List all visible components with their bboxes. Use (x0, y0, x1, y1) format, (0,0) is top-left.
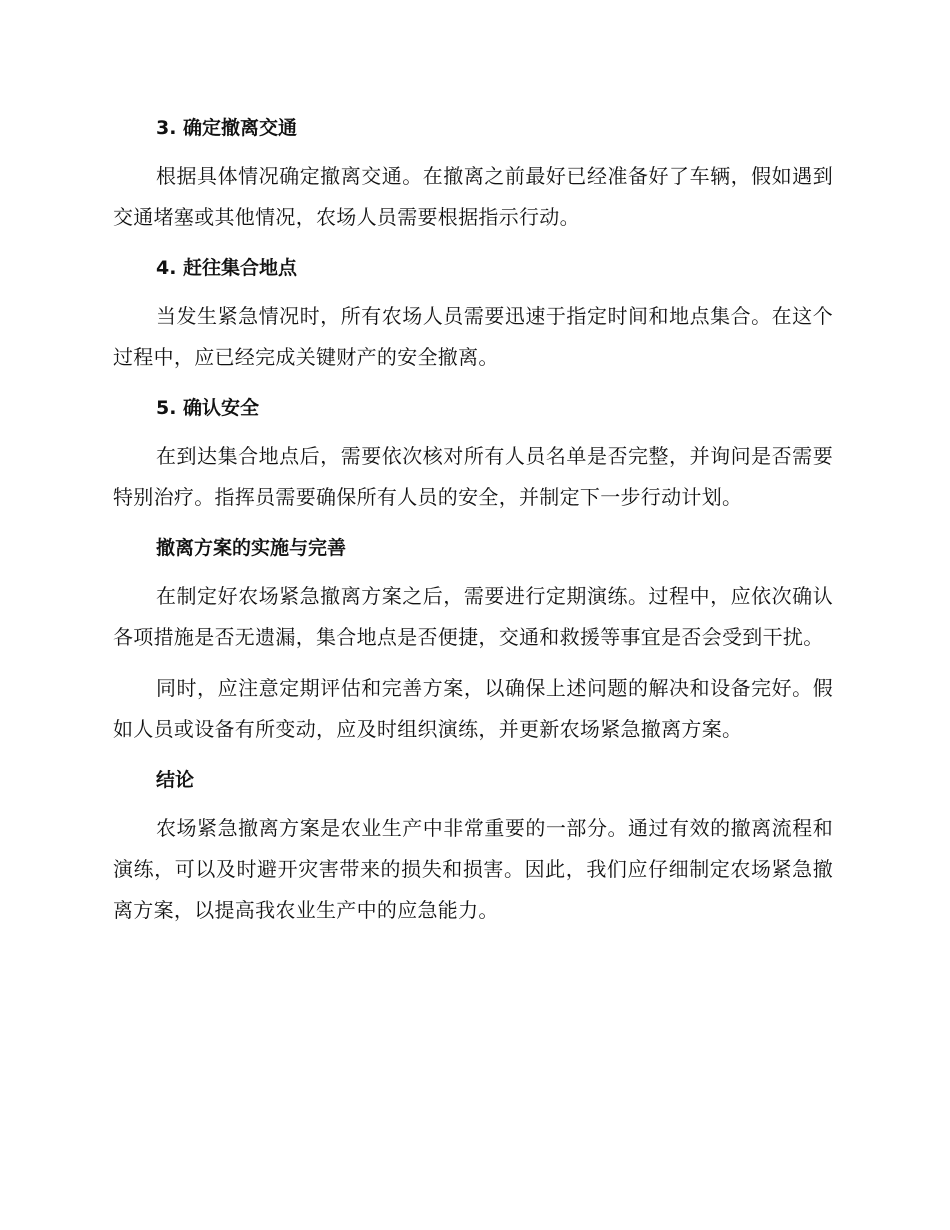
paragraph-evacuation-transport: 根据具体情况确定撤离交通。在撤离之前最好已经准备好了车辆，假如遇到交通堵塞或其他情况，农场人员需要根据指示行动。 (113, 164, 833, 229)
section-heading-assembly-point: 4. 赶往集合地点 (156, 257, 298, 279)
paragraph-confirm-safety: 在到达集合地点后，需要依次核对所有人员名单是否完整，并询问是否需要特别治疗。指挥员需要确保所有人员的安全，并制定下一步行动计划。 (113, 444, 833, 509)
section-heading-conclusion: 结论 (156, 769, 195, 791)
paragraph-assembly-point: 当发生紧急情况时，所有农场人员需要迅速于指定时间和地点集合。在这个过程中，应已经完成关键财产的安全撤离。 (113, 304, 833, 369)
section-heading-implementation: 撤离方案的实施与完善 (156, 537, 347, 559)
paragraph-implementation-drills: 在制定好农场紧急撤离方案之后，需要进行定期演练。过程中，应依次确认各项措施是否无遗漏，集合地点是否便捷，交通和救援等事宜是否会受到干扰。 (113, 584, 833, 649)
paragraph-conclusion: 农场紧急撤离方案是农业生产中非常重要的一部分。通过有效的撤离流程和演练，可以及时避开灾害带来的损失和损害。因此，我们应仔细制定农场紧急撤离方案，以提高我农业生产中的应急能力。 (113, 816, 833, 922)
document-body (113, 108, 833, 931)
section-heading-confirm-safety: 5. 确认安全 (156, 397, 260, 419)
paragraph-implementation-review: 同时，应注意定期评估和完善方案，以确保上述问题的解决和设备完好。假如人员或设备有所变动，应及时组织演练，并更新农场紧急撤离方案。 (113, 676, 833, 741)
section-heading-evacuation-transport: 3. 确定撤离交通 (156, 117, 298, 139)
